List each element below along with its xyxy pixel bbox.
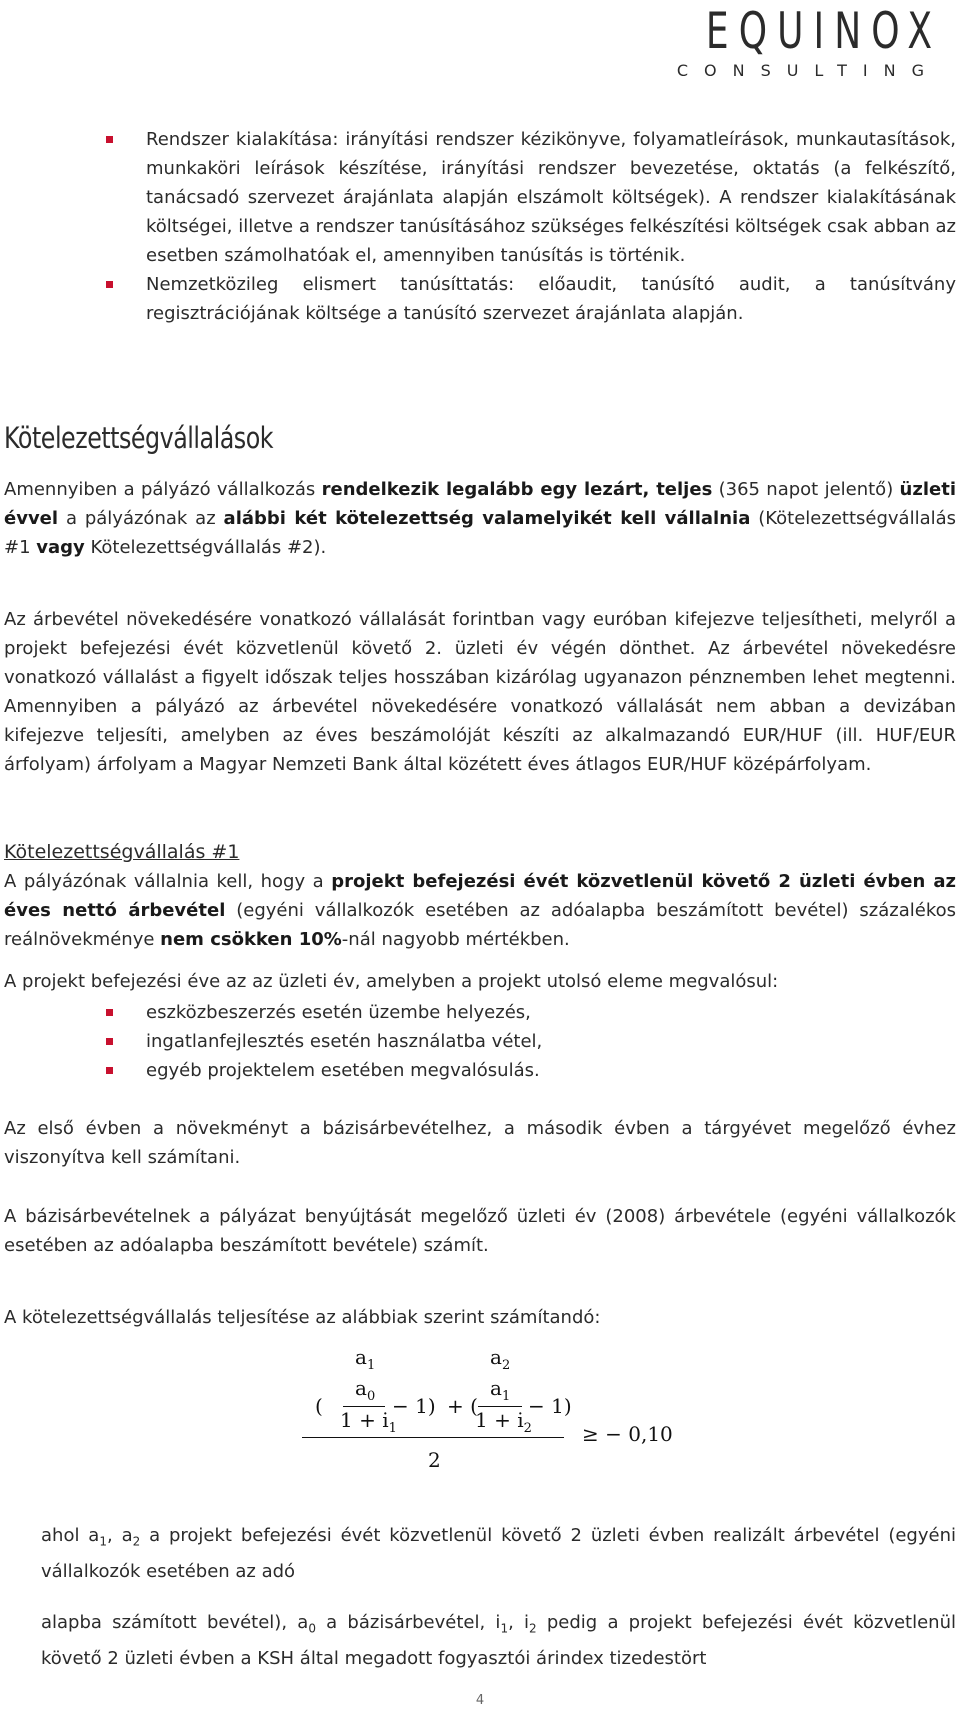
formula-a2: $a_2$ <box>490 1345 511 1373</box>
project-element-list <box>106 998 956 1085</box>
bullet-square-icon <box>106 136 113 143</box>
page-number: 4 <box>475 1693 485 1708</box>
bullet-square-icon <box>106 1067 113 1074</box>
list-item: Nemzetközileg elismert tanúsíttatás: előaudit, tanúsító audit, a tanúsítvány regisztrációjának költsége a tanúsító szervezet árajánlata alapján. <box>106 270 956 328</box>
formula-minus2: − 1) <box>528 1394 572 1418</box>
paragraph-project-end-year: A projekt befejezési éve az az üzleti év, amelyben a projekt utolsó eleme megvalósul: <box>4 971 779 992</box>
cost-bullet-list <box>106 125 956 328</box>
formula-paren: ( <box>315 1394 323 1418</box>
bullet-square-icon <box>106 1038 113 1045</box>
list-item: ingatlanfejlesztés esetén használatba vétel, <box>106 1027 956 1056</box>
paragraph-variable-definitions-cont: alapba számított bevétel), $a_0$ a bázisárbevétel, $i_1$, $i_2$ pedig a projekt befejezési évét közvetlenül követő 2 üzleti évben a KSH által megadott fogyasztói árindex tizedestört <box>41 1612 956 1669</box>
commitment-1-heading: Kötelezettségvállalás #1 <box>4 841 240 863</box>
formula-den2: $1 + i_2$ <box>475 1408 532 1436</box>
formula-den1: $1 + i_1$ <box>340 1408 397 1436</box>
list-item: Rendszer kialakítása: irányítási rendszer kézikönyve, folyamatleírások, munkautasítások, munkaköri leírások készítése, irányítási rendszer bevezetése, oktatás (a felkészítő, tanácsadó szervezet árajánlata alapján elszámolt költségek). A rendszer kialakításának költségei, illetve a rendszer tanúsításához szükséges felkészítési költségek csak abban az esetben számolhatóak el, amennyiben tanúsítás is történik. <box>106 125 956 270</box>
paragraph-base-revenue: A bázisárbevételnek a pályázat benyújtását megelőző üzleti év (2008) árbevétele (egyéni vállalkozók esetében az adóalapba beszámított bevétele) számít. <box>4 1206 956 1256</box>
bullet-square-icon <box>106 281 113 288</box>
list-item: eszközbeszerzés esetén üzembe helyezés, <box>106 998 956 1027</box>
paragraph-commitment-1: A pályázónak vállalnia kell, hogy a projekt befejezési évét közvetlenül követő 2 üzleti évben az éves nettó árbevétel (egyéni vállalkozók esetében az adóalapba beszámított bevétel) százalékos reálnövekménye nem csökken 10%-nál nagyobb mértékben. <box>4 871 957 950</box>
formula-fraction-line <box>343 1406 385 1407</box>
paragraph-currency: Az árbevétel növekedésére vonatkozó vállalását forintban vagy euróban kifejezve teljesítheti, melyről a projekt befejezési évét közvetlenül követő 2. üzleti év végén dönthet. Az árbevétel növekedésre vonatkozó vállalást a figyelt időszak teljes hosszában kizárólag ugyanazon pénznemben lehet megtenni. Amennyiben a pályázó az árbevétel növekedésére vonatkozó vállalását nem abban a devizában kifejezve teljesíti, amelyben az éves beszámolóját készíti az alkalmazandó EUR/HUF (ill. HUF/EUR árfolyam) árfolyam a Magyar Nemzeti Bank által közétett éves átlagos EUR/HUF középárfolyam. <box>4 609 956 775</box>
section-heading: Kötelezettségvállalások <box>4 421 274 455</box>
paragraph-calculation: A kötelezettségvállalás teljesítése az alábbiak szerint számítandó: <box>4 1307 601 1328</box>
logo-title: EQUINOX <box>705 2 942 60</box>
formula-plus: + ( <box>447 1394 478 1418</box>
formula-fraction-line <box>478 1406 522 1407</box>
logo-subtitle: CONSULTING <box>676 61 940 80</box>
formula-minus1: − 1) <box>392 1394 436 1418</box>
formula-main-fraction-line <box>302 1437 564 1438</box>
formula-rhs: ≥ − 0,10 <box>582 1422 673 1446</box>
paragraph-variable-definitions: ahol $a_1$, $a_2$ a projekt befejezési évét közvetlenül követő 2 üzleti évben realizált árbevétel (egyéni vállalkozók esetében az adó <box>41 1525 956 1582</box>
formula-a1: $a_1$ <box>355 1345 376 1373</box>
bullet-square-icon <box>106 1009 113 1016</box>
formula-a1b: $a_1$ <box>490 1376 511 1404</box>
formula-denominator: 2 <box>428 1448 441 1472</box>
growth-formula <box>300 1342 720 1482</box>
paragraph-commitments-intro: Amennyiben a pályázó vállalkozás rendelkezik legalább egy lezárt, teljes (365 napot jelentő) üzleti évvel a pályázónak az alábbi két kötelezettség valamelyikét kell vállalnia (Kötelezettségvállalás #1 vagy Kötelezettségvállalás #2). <box>4 479 957 558</box>
list-item: egyéb projektelem esetében megvalósulás. <box>106 1056 956 1085</box>
paragraph-growth-basis: Az első évben a növekményt a bázisárbevételhez, a második évben a tárgyévet megelőző évhez viszonyítva kell számítani. <box>4 1118 956 1168</box>
formula-a0: $a_0$ <box>355 1376 376 1404</box>
equinox-logo <box>676 2 950 84</box>
